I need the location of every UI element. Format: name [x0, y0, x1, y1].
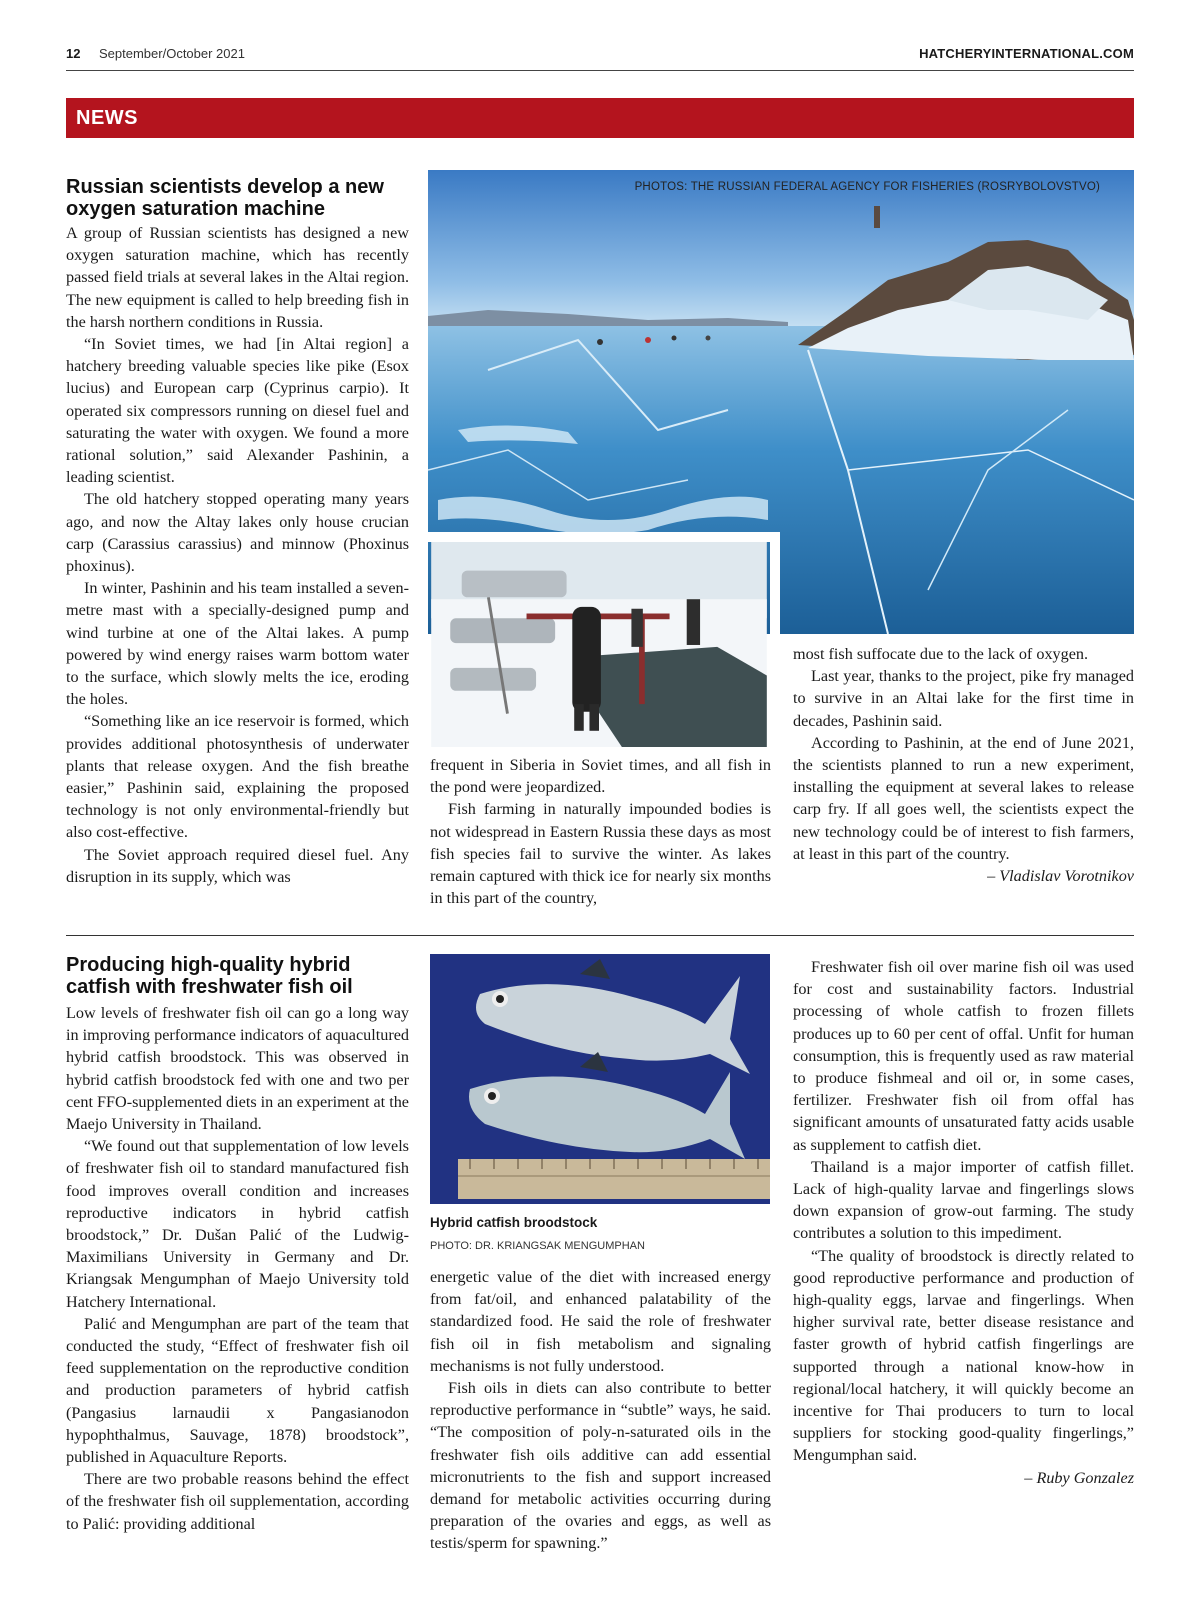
article1-paragraph: Last year, thanks to the project, pike fry managed to survive in an Altai lake for the first time in decades, Pashinin said. [793, 667, 1134, 730]
page-number: 12 [66, 46, 81, 61]
article1-column-2 [430, 754, 771, 909]
article1-paragraph: According to Pashinin, at the end of June 2021, the scientists planned to run a new experiment, installing the equipment at several lakes to release carp fry. If all goes well, the scientists expect the new technology could be of interest to fish farmers, at least in this part of the country. [793, 733, 1134, 863]
article1-byline: – Vladislav Vorotnikov [987, 867, 1134, 886]
section-label: NEWS [76, 107, 138, 129]
section-banner [66, 98, 1134, 138]
article2-paragraph: Low levels of freshwater fish oil can go a long way in improving performance indicators of aquacultured hybrid catfish broodstock. This was observed in hybrid catfish broodstock fed with one and two per cent FFO-supplemented diets in an experiment at the Maejo University in Thailand. [66, 1004, 409, 1134]
article2-byline: – Ruby Gonzalez [1024, 1468, 1134, 1487]
article1-paragraph: most fish suffocate due to the lack of oxygen. [793, 645, 1089, 663]
article1-paragraph: The Soviet approach required diesel fuel. Any disruption in its supply, which was [66, 845, 409, 886]
article1-paragraph: frequent in Siberia in Soviet times, and all fish in the pond were jeopardized. [430, 756, 771, 797]
article1-paragraph: “In Soviet times, we had [in Altai region] a hatchery breeding valuable species like pike (Esox lucius) and European carp (Cyprinus carpio). It operated six compressors running on diesel fuel and saturating the water with oxygen. We found a more rational solution,” said Alexander Pashinin, a leading scientist. [66, 335, 409, 487]
article1-paragraph: In winter, Pashinin and his team installed a seven-metre mast with a specially-designed pump and wind turbine at one of the Altai lakes. A pump powered by wind energy raises warm bottom water to the surface, which slowly melts the ice, eroding the holes. [66, 579, 409, 709]
article1-paragraph: The old hatchery stopped operating many years ago, and now the Altay lakes only house crucian carp (Carassius carassius) and minnow (Phoxinus phoxinus). [66, 490, 409, 576]
article2-column-1 [66, 1002, 409, 1535]
article2-column-2 [430, 1266, 771, 1555]
article1-paragraph: “Something like an ice reservoir is formed, which provides additional photosynthesis of underwater plants that release oxygen. And the fish breathe easier,” Pashinin said, explaining the proposed technology is not only environmental-friendly but also cost-effective. [66, 712, 409, 842]
article1-column-3 [793, 643, 1134, 887]
oxygen-machine-photo [428, 532, 780, 747]
article2-headline: Producing high-quality hybrid catfish with freshwater fish oil [66, 954, 353, 998]
article2-paragraph: “The quality of broodstock is directly related to good reproductive performance and production of high-quality eggs, larvae and fingerlings. When higher survival rate, better disease resistance and faster growth of hybrid catfish fingerlings are supported through a national know-how in regional/local hatchery, it will quickly become an incentive for Thai producers to turn to local suppliers for stocking good-quality fingerlings,” Mengumphan said. [793, 1246, 1134, 1465]
website-link[interactable]: HATCHERYINTERNATIONAL.COM [919, 46, 1134, 61]
article1-paragraph: Fish farming in naturally impounded bodies is not widespread in Eastern Russia these days as most fish species fail to survive the winter. As lakes remain captured with thick ice for nearly six months in this part of the country, [430, 800, 771, 908]
article2-paragraph: Thailand is a major importer of catfish fillet. Lack of high-quality larvae and fingerlings slows down expansion of grow-out farming. The study contributes a solution to this impediment. [793, 1157, 1134, 1243]
article1-column-1 [66, 222, 409, 888]
article1-paragraph: A group of Russian scientists has designed a new oxygen saturation machine, which has recently passed field trials at several lakes in the Altai region. The new equipment is called to help breeding fish in the harsh northern conditions in Russia. [66, 224, 409, 331]
header-rule [66, 70, 1134, 71]
article2-photo-caption: Hybrid catfish broodstock [430, 1215, 598, 1230]
article1-photo-credit: PHOTOS: THE RUSSIAN FEDERAL AGENCY FOR FISHERIES (ROSRYBOLOVSTVO) [634, 181, 1100, 193]
section-divider [66, 935, 1134, 936]
article2-paragraph: Palić and Mengumphan are part of the team that conducted the study, “Effect of freshwater fish oil feed supplementation on the reproductive condition and production parameters of hybrid catfish (Pangasius larnaudii x Pangasianodon hypophthalmus, Sauvage, 1878) broodstock”, published in Aquaculture Reports. [66, 1314, 409, 1467]
article2-paragraph: Fish oils in diets can also contribute to better reproductive performance in “subtle” ways, he said. “The composition of poly-n-saturated oils in the freshwater fish oils additive can add essential micronutrients to the fish and support increased demand for metabolic activities occurring during preparation of the ovaries and eggs, as well as testis/sperm for spawning.” [430, 1379, 771, 1553]
article2-paragraph: “We found out that supplementation of low levels of freshwater fish oil to standard manufactured fish food improves overall condition and increases reproductive indicators in hybrid catfish broodstock,” Dr. Dušan Palić of the Ludwig-Maximilians University in Germany and Dr. Kriangsak Mengumphan of Maejo University told Hatchery International. [66, 1137, 409, 1311]
article1-headline: Russian scientists develop a new oxygen saturation machine [66, 176, 384, 220]
issue-date: September/October 2021 [99, 46, 245, 61]
article2-paragraph: energetic value of the diet with increased energy from fat/oil, and enhanced palatability of the standardized food. He said the role of freshwater fish oil in fish metabolism and signaling mechanisms is not fully understood. [430, 1268, 771, 1375]
article2-column-3 [793, 956, 1134, 1489]
article2-paragraph: Freshwater fish oil over marine fish oil was used for cost and sustainability factors. Industrial processing of whole catfish to frozen fillets produces up to 60 per cent of offal. Unfit for human consumption, this is frequently used as raw material to produce fishmeal and oil or, in some cases, fertilizer. Freshwater fish oil from offal has significant amounts of unsaturated fatty acids usable as supplement to catfish diet. [793, 958, 1134, 1154]
article2-paragraph: There are two probable reasons behind the effect of the freshwater fish oil supplementation, according to Palić: providing additional [66, 1470, 409, 1533]
catfish-photo [430, 954, 770, 1204]
article2-photo-credit: PHOTO: DR. KRIANGSAK MENGUMPHAN [430, 1240, 645, 1252]
